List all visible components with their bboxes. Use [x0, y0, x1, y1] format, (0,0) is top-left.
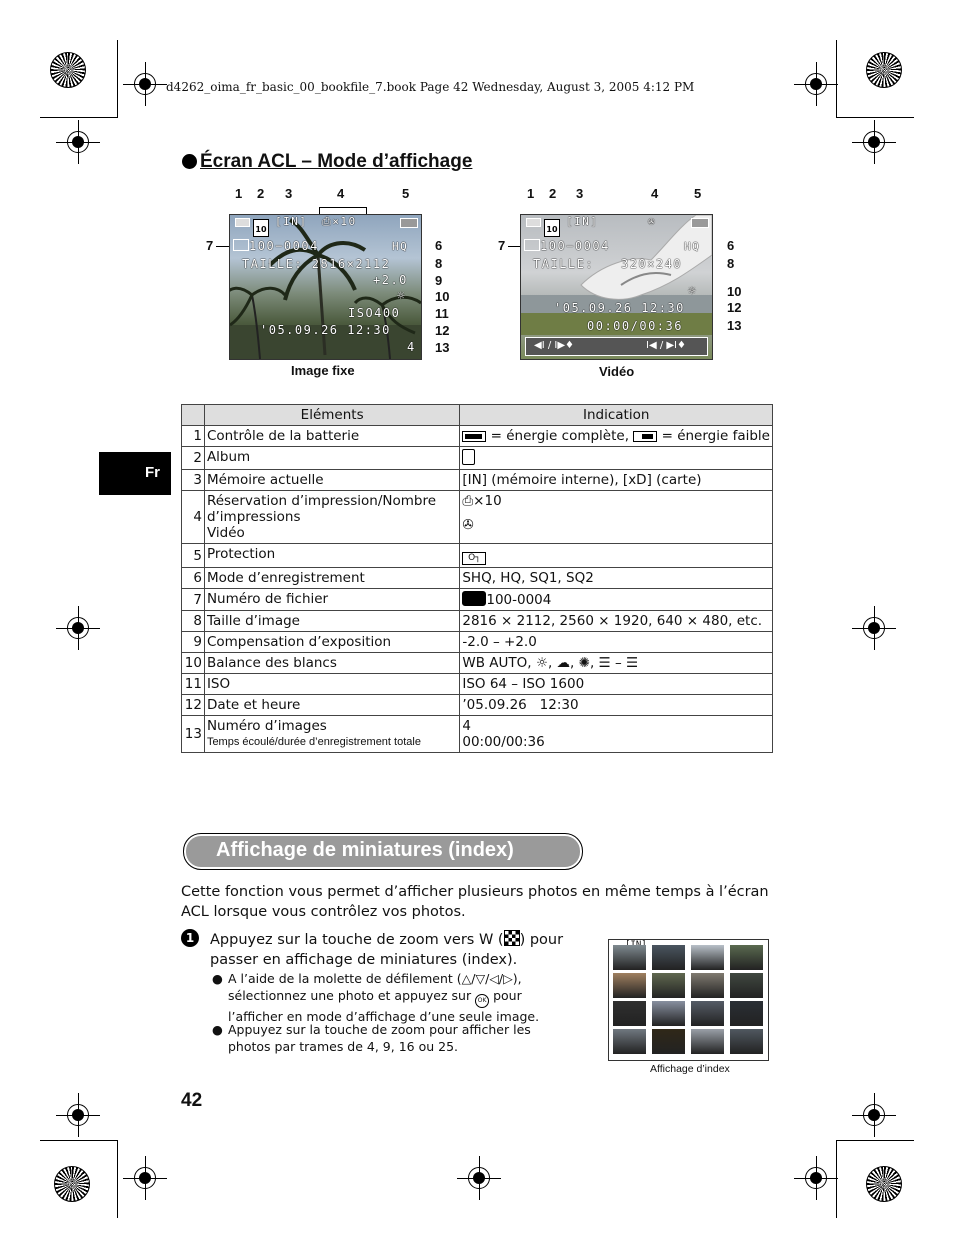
- row-element: Album: [204, 447, 459, 470]
- index-zoom-icon: [504, 930, 520, 946]
- print-icon: ⎙: [322, 215, 333, 228]
- protect-icon: [691, 218, 709, 228]
- thumbnail-image[interactable]: [730, 945, 763, 970]
- registration-star-top-right: [866, 52, 902, 88]
- file-icon: [462, 591, 486, 606]
- key-protect-icon: O┐: [462, 552, 486, 565]
- lcd-print-count: ⎙×10: [322, 215, 357, 228]
- table-row: [182, 568, 773, 589]
- table-header-cell: [182, 405, 205, 426]
- file-icon: [233, 239, 249, 251]
- callout-number: 13: [435, 340, 450, 355]
- album-icon: [462, 449, 475, 465]
- frame-controls: I◀ / ▶I♦: [646, 340, 686, 351]
- video-lcd-screen: [520, 214, 713, 360]
- thumbnail-image[interactable]: [652, 1001, 685, 1026]
- album-icon: 10: [544, 219, 560, 237]
- row-indication: -2.0 – +2.0: [460, 632, 773, 653]
- still-lcd-screen: [229, 214, 422, 360]
- row-element: Taille d’image: [204, 611, 459, 632]
- protect-icon: [400, 218, 418, 228]
- callout-number: 4: [651, 186, 659, 201]
- callout-number: 3: [576, 186, 584, 201]
- callout-number: 11: [435, 306, 449, 321]
- crosshair-mark: [860, 614, 888, 642]
- row-element: Mémoire actuelle: [204, 470, 459, 491]
- page-number: 42: [181, 1090, 203, 1111]
- row-indication: WB AUTO, ☼, ☁, ✺, ☰ – ☰: [460, 653, 773, 674]
- row-indication: 2816 × 2112, 2560 × 1920, 640 × 480, etc.: [460, 611, 773, 632]
- table-row: [182, 544, 773, 568]
- battery-full-icon: [462, 431, 486, 442]
- thumbnail-image[interactable]: [691, 945, 724, 970]
- lcd-exposure: +2.0: [373, 273, 408, 287]
- tungsten-icon: ✺: [578, 655, 590, 671]
- row-number: 7: [182, 589, 205, 611]
- crosshair-mark: [64, 614, 92, 642]
- figure-caption: Affichage d’index: [650, 1063, 730, 1075]
- table-row: [182, 470, 773, 491]
- white-balance-icon: ☼: [688, 284, 698, 299]
- row-element: ISO: [204, 674, 459, 695]
- crop-line: [117, 1140, 118, 1218]
- callout-number: 3: [285, 186, 293, 201]
- callout-number: 12: [727, 300, 742, 315]
- row-number: 2: [182, 447, 205, 470]
- row-number: 6: [182, 568, 205, 589]
- ok-button-icon: OK: [475, 994, 489, 1008]
- bullet-item: ● A l’aide de la molette de défilement (△/▽/◁/▷), sélectionnez une photo et appuyez sur OK pour l’afficher en mode d’affichage d’une seule image.: [212, 971, 540, 1024]
- crosshair-mark: [131, 1164, 159, 1192]
- lcd-iso: ISO400: [348, 306, 401, 320]
- callout-number: 9: [435, 273, 443, 288]
- crop-line: [836, 40, 837, 118]
- still-caption: Image fixe: [291, 363, 355, 378]
- row-number: 11: [182, 674, 205, 695]
- lcd-memory: [IN]: [566, 215, 599, 228]
- row-indication: SHQ, HQ, SQ1, SQ2: [460, 568, 773, 589]
- arrow-keys-icon: △/▽/◁/▷: [461, 971, 513, 986]
- thumbnail-image[interactable]: [652, 973, 685, 998]
- callout-number: 12: [435, 323, 450, 338]
- movie-icon: ✇: [462, 517, 474, 533]
- callout-number: 1: [527, 186, 535, 201]
- crosshair-mark: [64, 1101, 92, 1129]
- battery-icon: [526, 218, 541, 227]
- bullet-item: ● Appuyez sur la touche de zoom pour afficher les photos par trames de 4, 9, 16 ou 25.: [212, 1022, 531, 1054]
- row-number: 12: [182, 695, 205, 716]
- row-element: Mode d’enregistrement: [204, 568, 459, 589]
- crop-line: [117, 40, 118, 118]
- table-row: [182, 695, 773, 716]
- callout-number: 2: [549, 186, 557, 201]
- row-indication: 4 00:00/00:36: [460, 716, 773, 753]
- callout-number: 7: [206, 238, 214, 253]
- row-element: Balance des blancs: [204, 653, 459, 674]
- lcd-file-number: 100−0004: [233, 239, 319, 253]
- row-indication: [460, 544, 773, 568]
- lcd-memory: [IN]: [275, 215, 308, 228]
- intro-paragraph: Cette fonction vous permet d’afficher plusieurs photos en même temps à l’écran ACL lorsque vous contrôlez vos photos.: [181, 884, 769, 920]
- cloudy-icon: ☁: [556, 655, 571, 671]
- row-indication: ’05.09.26 12:30: [460, 695, 773, 716]
- crosshair-mark: [860, 1101, 888, 1129]
- callout-number: 6: [727, 238, 735, 253]
- row-indication: ⎙×10 ✇: [460, 491, 773, 544]
- lcd-quality: HQ: [392, 240, 409, 253]
- movie-icon: ✇: [648, 215, 657, 228]
- crop-line: [836, 1140, 914, 1141]
- lcd-quality: HQ: [684, 240, 701, 253]
- lcd-size-value: 320×240: [621, 257, 683, 271]
- thumbnail-image[interactable]: [730, 1029, 763, 1054]
- lcd-datetime: '05.09.26 12:30: [260, 323, 391, 337]
- callout-number: 2: [257, 186, 265, 201]
- callout-number: 1: [235, 186, 243, 201]
- callout-number: 8: [727, 256, 735, 271]
- crosshair-mark: [860, 128, 888, 156]
- table-row: [182, 491, 773, 544]
- table-header-cell: Eléments: [204, 405, 459, 426]
- crosshair-mark: [131, 70, 159, 98]
- thumbnail-image[interactable]: [613, 973, 646, 998]
- table-row: [182, 674, 773, 695]
- row-element: Date et heure: [204, 695, 459, 716]
- callout-number: 5: [694, 186, 702, 201]
- callout-number: 10: [727, 284, 742, 299]
- thumbnail-image[interactable]: [652, 1029, 685, 1054]
- lcd-count: 4: [407, 340, 416, 354]
- play-controls: ◀I / I▶♦: [534, 340, 574, 351]
- row-number: 5: [182, 544, 205, 568]
- row-number: 4: [182, 491, 205, 544]
- crosshair-mark: [802, 70, 830, 98]
- table-row: [182, 632, 773, 653]
- crop-line: [836, 117, 914, 118]
- row-number: 1: [182, 426, 205, 447]
- step-number-icon: 1: [181, 929, 199, 947]
- thumbnail-image[interactable]: [613, 1001, 646, 1026]
- crop-line: [836, 1140, 837, 1218]
- fluorescent-3-icon: ☰: [626, 655, 639, 671]
- lcd-file-number: 100−0004: [524, 239, 610, 253]
- bullet-icon: [182, 154, 197, 169]
- row-number: 3: [182, 470, 205, 491]
- album-icon: 10: [253, 219, 269, 237]
- row-indication: 100-0004: [460, 589, 773, 611]
- file-icon: [524, 239, 540, 251]
- callout-number: 7: [498, 238, 506, 253]
- lcd-datetime: '05.09.26 12:30: [554, 301, 685, 315]
- step-text: Appuyez sur la touche de zoom vers W ( ) pour passer en affichage de miniatures (index).: [210, 932, 564, 968]
- book-header-line: d4262_oima_fr_basic_00_bookfile_7.book Page 42 Wednesday, August 3, 2005 4:12 PM: [166, 80, 695, 94]
- video-caption: Vidéo: [599, 364, 635, 379]
- table-row: [182, 653, 773, 674]
- callout-number: 8: [435, 256, 443, 271]
- fluorescent-1-icon: ☰: [598, 655, 611, 671]
- print-icon: ⎙: [462, 493, 474, 509]
- callout-number: 10: [435, 289, 450, 304]
- row-element: Numéro de fichier: [204, 589, 459, 611]
- lcd-size-label: TAILLE:: [533, 257, 595, 271]
- row-element: Réservation d’impression/Nombre d’impressions Vidéo: [204, 491, 459, 544]
- table-row: [182, 426, 773, 447]
- callout-number: 6: [435, 238, 443, 253]
- table-row: [182, 447, 773, 470]
- language-tab: Fr: [99, 452, 171, 495]
- row-number: 13: [182, 716, 205, 753]
- bracket-line: [319, 207, 367, 214]
- row-number: 9: [182, 632, 205, 653]
- sunny-icon: ☼: [535, 655, 548, 671]
- white-balance-icon: ☼: [397, 289, 407, 304]
- crosshair-mark: [465, 1164, 493, 1192]
- table-header-cell: Indication: [460, 405, 773, 426]
- thumbnail-image[interactable]: [691, 973, 724, 998]
- battery-icon: [235, 218, 250, 227]
- thumbnail-image[interactable]: [691, 1001, 724, 1026]
- row-indication: ISO 64 – ISO 1600: [460, 674, 773, 695]
- thumbnail-image[interactable]: [691, 1029, 724, 1054]
- index-section-title: Affichage de miniatures (index): [183, 833, 583, 870]
- crop-line: [40, 117, 118, 118]
- row-indication: [460, 447, 773, 470]
- battery-low-icon: [633, 431, 657, 442]
- crosshair-mark: [64, 128, 92, 156]
- index-display-figure: [608, 939, 769, 1061]
- row-element: Protection: [204, 544, 459, 568]
- row-element: Numéro d’images Temps écoulé/durée d’enregistrement totale: [204, 716, 459, 753]
- elements-table: [181, 404, 773, 753]
- registration-star-bottom-right: [866, 1166, 902, 1202]
- crop-line: [40, 1140, 118, 1141]
- row-element: Compensation d’exposition: [204, 632, 459, 653]
- thumbnail-image[interactable]: [730, 973, 763, 998]
- video-control-bar: [525, 337, 708, 356]
- thumbnail-image[interactable]: [613, 945, 646, 970]
- registration-star-top-left: [50, 52, 86, 88]
- thumbnail-image[interactable]: [730, 1001, 763, 1026]
- thumbnail-image[interactable]: [613, 1029, 646, 1054]
- callout-number: 13: [727, 318, 742, 333]
- registration-star-bottom-left: [54, 1166, 90, 1202]
- row-number: 8: [182, 611, 205, 632]
- section-title: Écran ACL – Mode d’affichage: [182, 151, 472, 173]
- row-indication: [IN] (mémoire interne), [xD] (carte): [460, 470, 773, 491]
- row-number: 10: [182, 653, 205, 674]
- lcd-elapsed-time: 00:00/00:36: [587, 319, 683, 333]
- crosshair-mark: [802, 1164, 830, 1192]
- row-indication: = énergie complète, = énergie faible: [460, 426, 773, 447]
- row-element: Contrôle de la batterie: [204, 426, 459, 447]
- thumbnail-image[interactable]: [652, 945, 685, 970]
- table-row: [182, 611, 773, 632]
- callout-number: 4: [337, 186, 345, 201]
- table-row: [182, 716, 773, 753]
- table-header-row: [182, 405, 773, 426]
- lcd-size: TAILLE: 2816×2112: [242, 257, 391, 271]
- table-row: [182, 589, 773, 611]
- callout-number: 5: [402, 186, 410, 201]
